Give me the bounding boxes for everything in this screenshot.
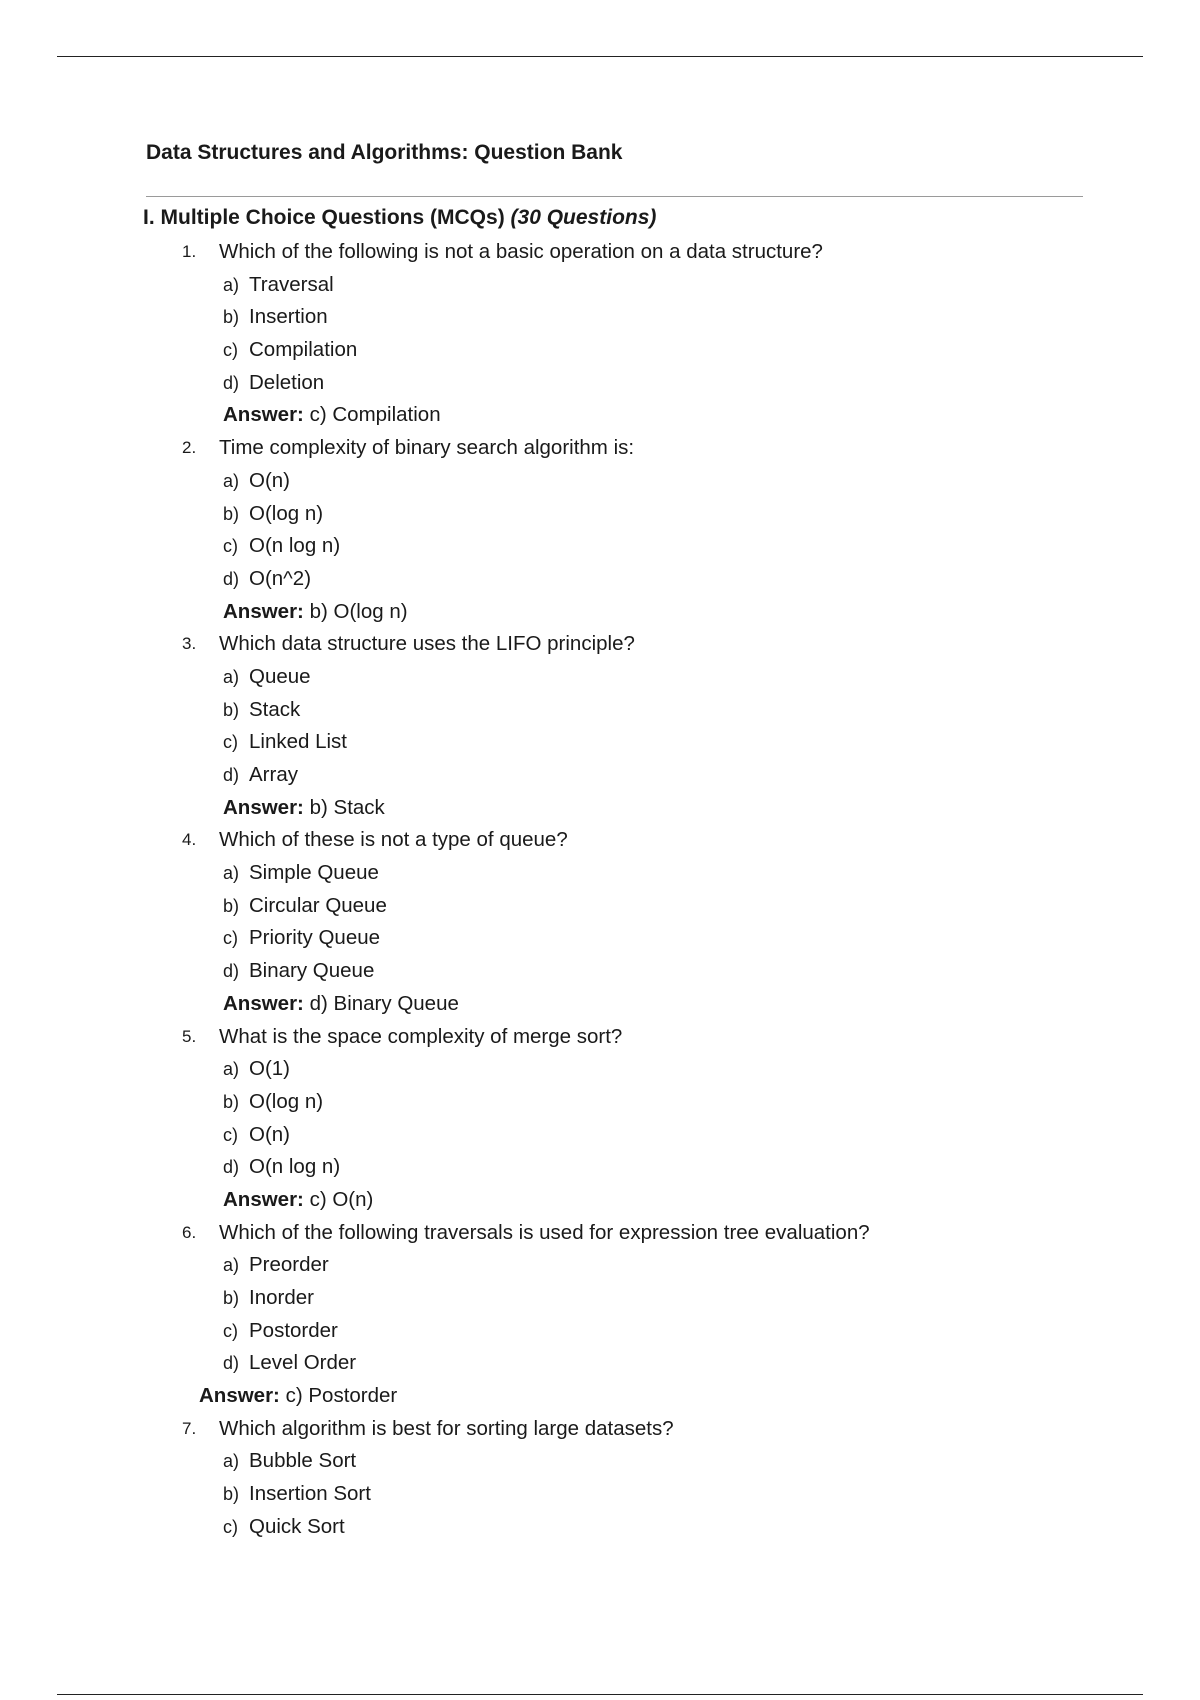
answer-value: c) Postorder [285, 1384, 398, 1408]
answer-label: Answer: [223, 599, 304, 623]
option-letter: b) [223, 699, 240, 720]
option-text: Bubble Sort [249, 1449, 357, 1473]
answer-label: Answer: [223, 1187, 304, 1211]
answer-line [0, 988, 1200, 1021]
option-text: Insertion Sort [249, 1482, 371, 1506]
option-text: O(n) [249, 1122, 290, 1146]
option-letter: d) [223, 372, 240, 393]
option-letter: a) [223, 863, 240, 884]
answer-value: b) Stack [309, 795, 385, 819]
question-number: 5. [182, 1026, 197, 1046]
option-text: Traversal [249, 272, 334, 296]
question-6 [0, 1217, 1200, 1250]
answer-value: c) Compilation [309, 403, 441, 427]
question-list [0, 236, 1200, 1544]
answer-content [223, 399, 441, 432]
document-title: Data Structures and Algorithms: Question Bank [146, 141, 623, 164]
option-text: Stack [249, 697, 301, 721]
option-text: Binary Queue [249, 959, 375, 983]
option-item [0, 1282, 1200, 1315]
option-item [0, 367, 1200, 400]
option-letter: c) [223, 340, 238, 361]
option-letter: d) [223, 765, 240, 785]
option-content [223, 694, 300, 727]
question-text: Which data structure uses the LIFO principle? [219, 632, 635, 656]
option-item [0, 1053, 1200, 1086]
option-letter: c) [223, 732, 238, 753]
answer-content [223, 988, 459, 1021]
option-content [223, 1511, 345, 1544]
question-4 [0, 824, 1200, 857]
option-content [223, 726, 347, 759]
option-text: Compilation [249, 338, 358, 362]
option-content [223, 465, 290, 498]
option-letter: d) [223, 1353, 240, 1374]
option-text: Array [249, 763, 298, 786]
option-item [0, 857, 1200, 890]
option-content [223, 1347, 356, 1380]
option-item [0, 334, 1200, 367]
question-number: 4. [182, 830, 197, 850]
option-text: O(n log n) [249, 1155, 341, 1179]
option-content [223, 890, 387, 923]
option-letter: b) [223, 307, 240, 328]
answer-label: Answer: [199, 1384, 280, 1408]
answer-label: Answer: [223, 403, 304, 427]
question-text: Which of these is not a type of queue? [219, 828, 568, 852]
option-item [0, 1315, 1200, 1348]
option-content [223, 530, 340, 563]
option-item [0, 1478, 1200, 1511]
question-5 [0, 1021, 1200, 1054]
section-heading-text: I. Multiple Choice Questions (MCQs) [143, 206, 505, 229]
option-text: O(n) [249, 468, 290, 492]
option-letter: c) [223, 1516, 238, 1537]
section-heading [143, 203, 656, 233]
option-letter: c) [223, 1124, 238, 1145]
option-content [223, 301, 328, 334]
option-item [0, 1249, 1200, 1282]
option-content [223, 1315, 338, 1348]
option-text: O(1) [249, 1057, 290, 1081]
option-item [0, 563, 1200, 596]
question-text: What is the space complexity of merge sort? [219, 1024, 623, 1048]
option-item [0, 1086, 1200, 1119]
option-letter: d) [223, 961, 240, 982]
page-top-rule [57, 56, 1143, 57]
option-letter: a) [223, 1451, 240, 1472]
option-letter: b) [223, 503, 240, 524]
question-number: 1. [182, 242, 197, 261]
answer-value: b) O(log n) [309, 599, 408, 623]
option-content [223, 661, 311, 694]
page-bottom-rule [57, 1694, 1143, 1695]
option-text: Simple Queue [249, 861, 379, 885]
option-item [0, 726, 1200, 759]
option-letter: b) [223, 1288, 240, 1308]
section-heading-note: (30 Questions) [510, 206, 657, 229]
answer-label: Answer: [223, 795, 304, 819]
option-item [0, 955, 1200, 988]
answer-line [0, 1380, 1200, 1413]
option-text: Priority Queue [249, 926, 381, 950]
question-1 [0, 236, 1200, 269]
answer-content [223, 596, 408, 629]
option-text: Deletion [249, 370, 325, 394]
option-letter: a) [223, 666, 240, 687]
answer-label: Answer: [223, 991, 304, 1015]
option-content [223, 1151, 340, 1184]
option-text: Circular Queue [249, 893, 387, 917]
option-content [223, 1282, 314, 1315]
option-item [0, 1511, 1200, 1544]
option-content [223, 857, 379, 890]
option-item [0, 759, 1200, 792]
option-letter: d) [223, 568, 240, 589]
option-content [223, 1086, 323, 1119]
option-content [223, 922, 380, 955]
option-item [0, 530, 1200, 563]
answer-line [0, 596, 1200, 629]
option-text: Level Order [249, 1351, 357, 1375]
option-content [223, 334, 357, 367]
option-text: Inorder [249, 1286, 314, 1309]
option-text: Quick Sort [249, 1514, 345, 1538]
option-letter: b) [223, 1484, 240, 1505]
question-number: 7. [182, 1418, 197, 1438]
option-item [0, 1151, 1200, 1184]
option-content [223, 563, 311, 596]
question-text: Which of the following is not a basic operation on a data structure? [219, 240, 823, 263]
option-content [223, 367, 324, 400]
option-letter: b) [223, 895, 240, 916]
option-text: O(n log n) [249, 534, 341, 558]
option-item [0, 694, 1200, 727]
option-content [223, 1053, 290, 1086]
option-content [223, 498, 323, 531]
option-item [0, 465, 1200, 498]
answer-value: c) O(n) [309, 1187, 374, 1211]
option-content [223, 1478, 371, 1511]
option-letter: a) [223, 274, 240, 295]
option-letter: c) [223, 1320, 238, 1341]
option-item [0, 269, 1200, 302]
option-text: O(log n) [249, 501, 324, 525]
answer-line [0, 792, 1200, 825]
option-letter: a) [223, 1255, 240, 1276]
answer-content [223, 1184, 373, 1217]
option-text: Preorder [249, 1253, 329, 1277]
option-text: O(log n) [249, 1089, 324, 1113]
option-content [223, 269, 334, 302]
option-content [223, 1445, 356, 1478]
answer-line [0, 1184, 1200, 1217]
answer-value: d) Binary Queue [309, 991, 459, 1015]
option-letter: b) [223, 1091, 240, 1112]
option-letter: d) [223, 1157, 240, 1178]
answer-content [199, 1380, 397, 1413]
question-text: Which of the following traversals is used for expression tree evaluation? [219, 1220, 870, 1244]
question-text: Time complexity of binary search algorithm is: [219, 436, 635, 460]
option-item [0, 922, 1200, 955]
option-letter: a) [223, 1059, 240, 1080]
option-item [0, 301, 1200, 334]
option-item [0, 498, 1200, 531]
option-letter: c) [223, 928, 238, 949]
answer-content [223, 792, 385, 825]
option-item [0, 1119, 1200, 1152]
question-number: 6. [182, 1222, 197, 1242]
option-item [0, 661, 1200, 694]
option-content [223, 955, 374, 988]
title-divider [146, 196, 1083, 197]
option-content [223, 1119, 290, 1152]
option-item [0, 890, 1200, 923]
option-letter: c) [223, 536, 238, 557]
question-text: Which algorithm is best for sorting large datasets? [219, 1416, 674, 1440]
option-content [223, 759, 298, 792]
question-number: 3. [182, 634, 197, 654]
option-item [0, 1445, 1200, 1478]
answer-line [0, 399, 1200, 432]
option-text: O(n^2) [249, 566, 312, 590]
option-content [223, 1249, 329, 1282]
question-3 [0, 628, 1200, 661]
option-item [0, 1347, 1200, 1380]
option-text: Linked List [249, 730, 348, 754]
option-text: Insertion [249, 305, 328, 329]
question-number: 2. [182, 438, 197, 458]
option-text: Postorder [249, 1318, 338, 1342]
option-letter: a) [223, 470, 240, 491]
option-text: Queue [249, 664, 311, 688]
question-2 [0, 432, 1200, 465]
question-7 [0, 1413, 1200, 1446]
